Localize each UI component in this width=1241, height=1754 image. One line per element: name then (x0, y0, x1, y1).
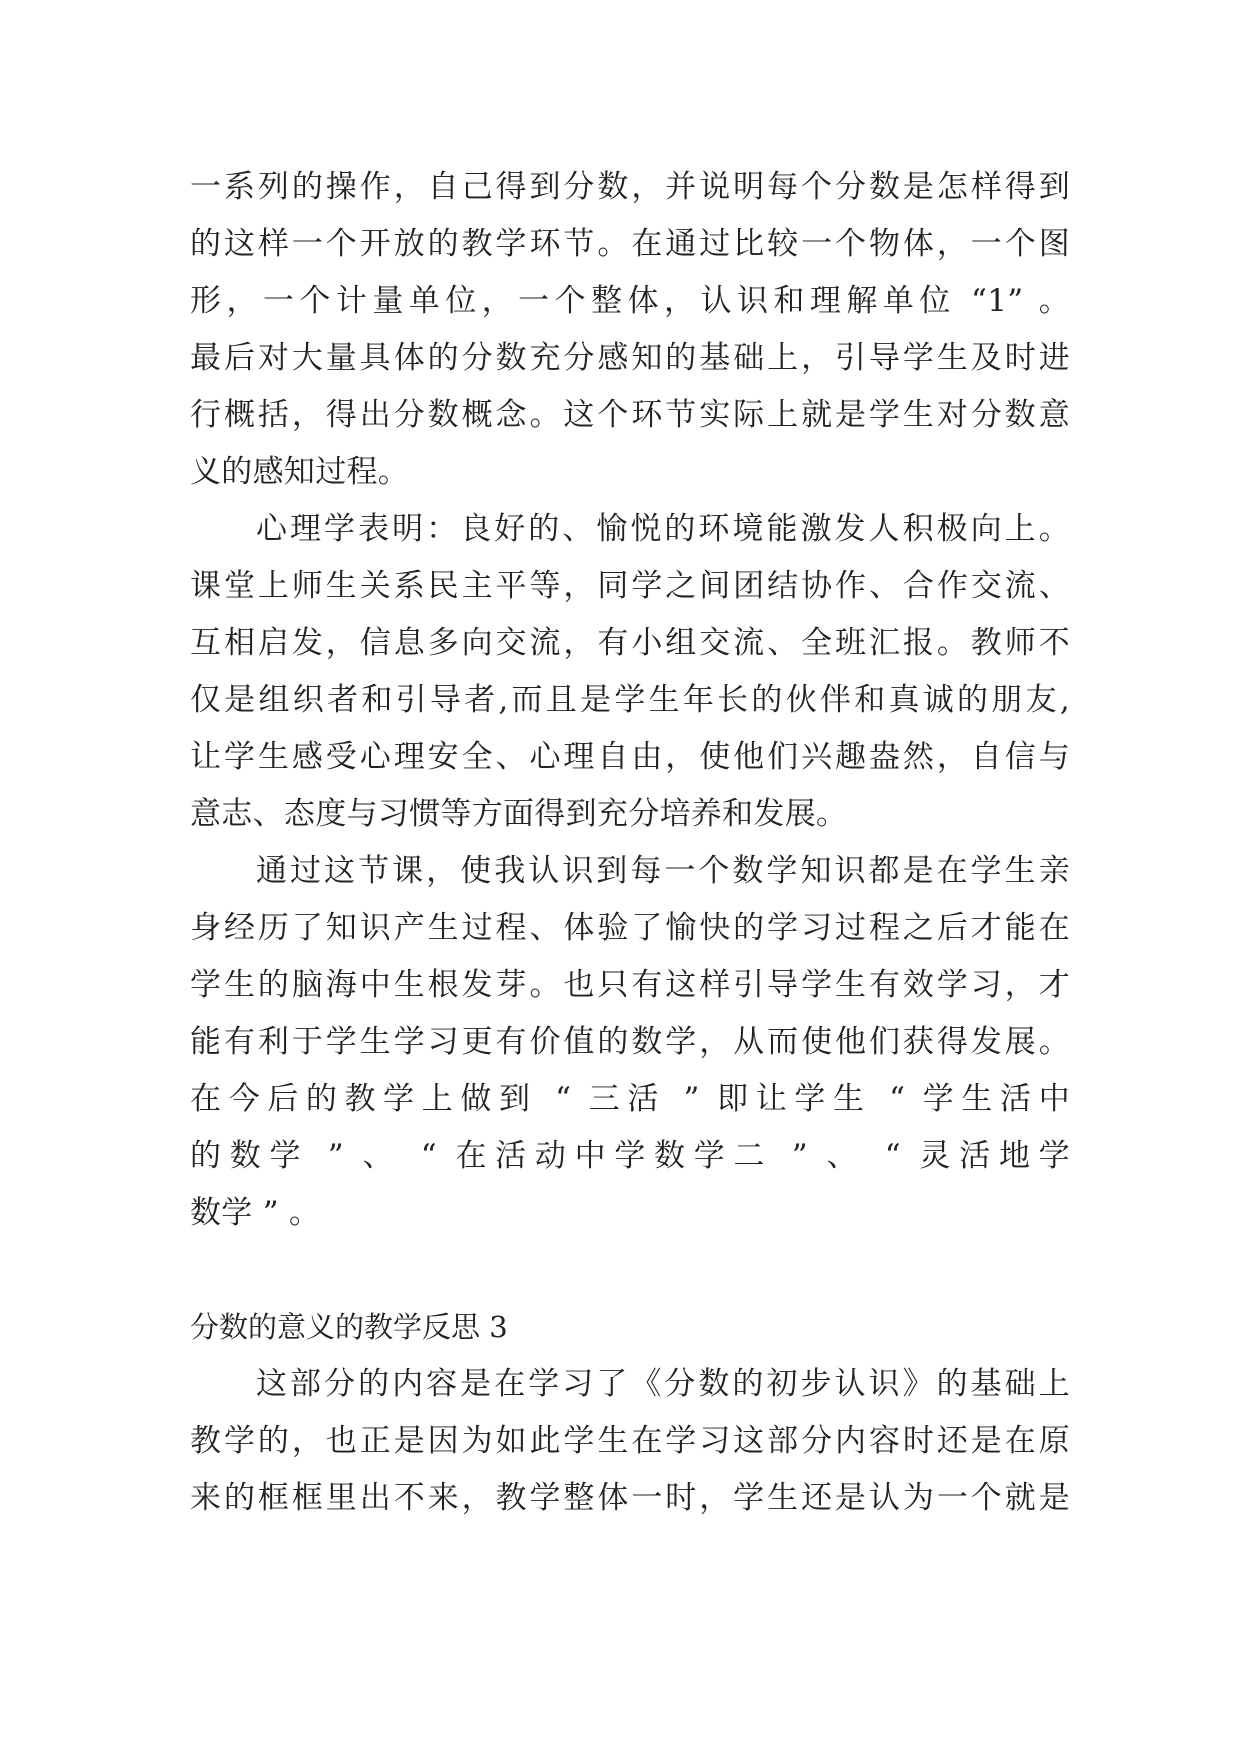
text-line: 心理学表明：良好的、愉悦的环境能激发人积极向上。 (256, 511, 1070, 547)
text-line: 行概括，得出分数概念。这个环节实际上就是学生对分数意 (190, 397, 1070, 433)
text-line: 让学生感受心理安全、心理自由，使他们兴趣盎然，自信与 (190, 739, 1070, 775)
text-line: 形，一个计量单位，一个整体，认识和理解单位 “1” 。 (190, 283, 1070, 319)
text-line: 在今后的教学上做到 “ 三活 ” 即让学生 “ 学生活中 (190, 1081, 1070, 1117)
text-line: 学生的脑海中生根发芽。也只有这样引导学生有效学习，才 (190, 967, 1070, 1003)
text-line: 最后对大量具体的分数充分感知的基础上，引导学生及时进 (190, 340, 1070, 376)
text-line: 来的框框里出不来，教学整体一时，学生还是认为一个就是 (190, 1480, 1070, 1516)
text-line: 数学 ” 。 (190, 1195, 321, 1231)
text-line: 意志、态度与习惯等方面得到充分培养和发展。 (190, 796, 848, 832)
section-heading: 分数的意义的教学反思 3 (190, 1310, 508, 1344)
text-line: 通过这节课，使我认识到每一个数学知识都是在学生亲 (256, 853, 1070, 889)
text-line: 一系列的操作，自己得到分数，并说明每个分数是怎样得到 (190, 169, 1070, 205)
text-line: 义的感知过程。 (190, 454, 410, 490)
text-line: 能有利于学生学习更有价值的数学，从而使他们获得发展。 (190, 1024, 1070, 1060)
text-line: 这部分的内容是在学习了《分数的初步认识》的基础上 (256, 1366, 1070, 1402)
text-line: 仅是组织者和引导者,而且是学生年长的伙伴和真诚的朋友, (190, 682, 1070, 718)
text-line: 互相启发，信息多向交流，有小组交流、全班汇报。教师不 (190, 625, 1070, 661)
text-line: 的这样一个开放的教学环节。在通过比较一个物体，一个图 (190, 226, 1070, 262)
text-line: 的数学 ” 、 “ 在活动中学数学二 ” 、 “ 灵活地学 (190, 1138, 1070, 1174)
text-line: 教学的，也正是因为如此学生在学习这部分内容时还是在原 (190, 1423, 1070, 1459)
text-line: 课堂上师生关系民主平等，同学之间团结协作、合作交流、 (190, 568, 1070, 604)
text-line: 身经历了知识产生过程、体验了愉快的学习过程之后才能在 (190, 910, 1070, 946)
